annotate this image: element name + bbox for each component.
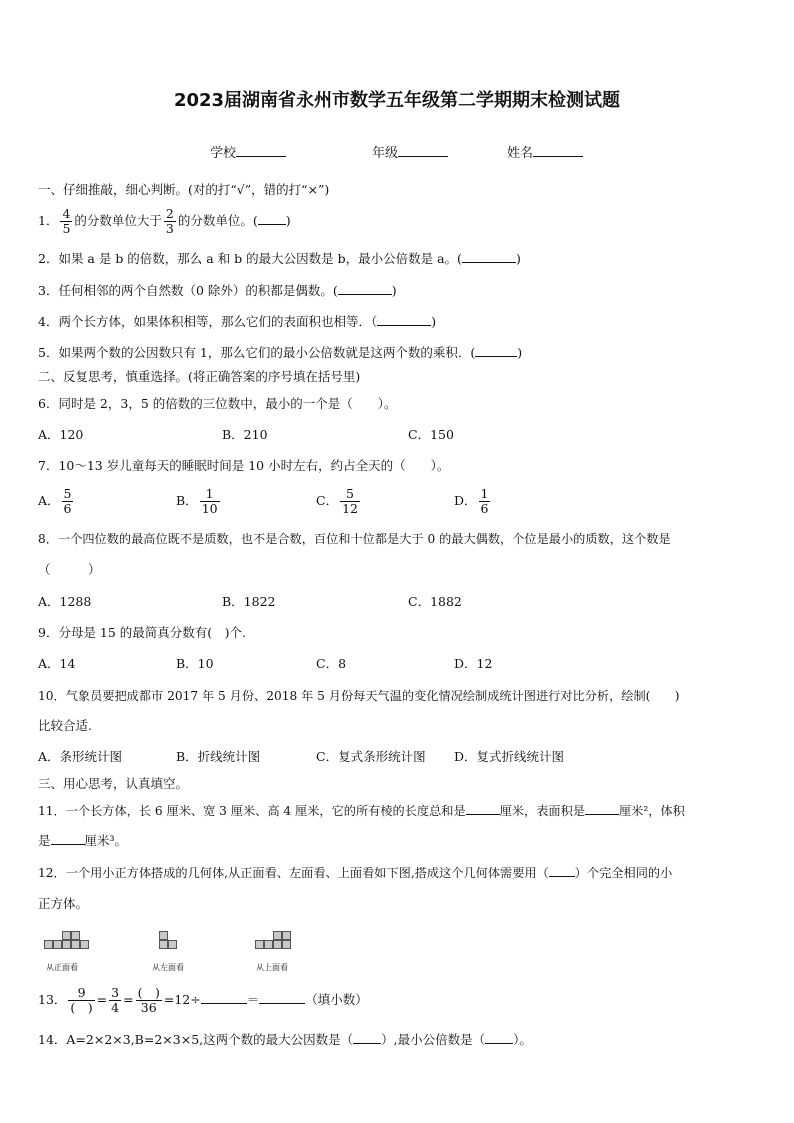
q9-option-b[interactable]: B．10 [176, 656, 214, 671]
question-3: 3．任何相邻的两个自然数（0 除外）的积都是偶数。( ) [38, 283, 397, 298]
q8-option-a[interactable]: A．1288 [38, 594, 92, 609]
q14-blank-1[interactable] [353, 1031, 381, 1044]
question-7: 7．10～13 岁儿童每天的睡眠时间是 10 小时左右，约占全天的（ ）。 [38, 458, 450, 473]
name-label: 姓名 [507, 146, 534, 161]
q10-option-b[interactable]: B．折线统计图 [176, 749, 261, 764]
q11-blank-2[interactable] [585, 802, 619, 815]
q14-blank-2[interactable] [485, 1031, 513, 1044]
q9-option-d[interactable]: D．12 [454, 656, 493, 671]
q11-blank-3[interactable] [51, 832, 85, 845]
q5-answer-blank[interactable] [475, 344, 517, 357]
fraction-blank-36: $\frac{( )}{36}$ [137, 985, 160, 1015]
q10-option-c[interactable]: C．复式条形统计图 [316, 749, 426, 764]
question-6: 6．同时是 2，3，5 的倍数的三位数中，最小的一个是（ ）。 [38, 396, 397, 411]
school-field [210, 142, 286, 161]
question-9: 9．分母是 15 的最简真分数有( )个. [38, 625, 247, 640]
q9-option-a[interactable]: A．14 [38, 656, 76, 671]
q10-option-a[interactable]: A．条形统计图 [38, 749, 123, 764]
q13-blank-2[interactable] [259, 991, 305, 1004]
q11-blank-1[interactable] [466, 802, 500, 815]
q7-option-a[interactable]: A． $\frac{5}{6}$ [38, 486, 72, 516]
section-3-heading: 三、用心思考，认真填空。 [38, 776, 189, 791]
question-14: 14．A=2×2×3,B=2×3×5,这两个数的最大公因数是（ ）,最小公倍数是（ ）。 [38, 1032, 532, 1047]
q1-answer-blank[interactable] [258, 212, 286, 225]
question-10: 10．气象员要把成都市 2017 年 5 月份、2018 年 5 月份每天气温的变化情况绘制成统计图进行对比分析，绘制( ) [38, 689, 680, 703]
q2-answer-blank[interactable] [462, 250, 516, 263]
question-2: 2．如果 a 是 b 的倍数，那么 a 和 b 的最大公因数是 b，最小公倍数是 a。( ) [38, 251, 521, 266]
question-5: 5．如果两个数的公因数只有 1，那么它们的最小公倍数就是这两个数的乘积．( ) [38, 345, 523, 360]
fraction-2-3: $\frac{2}{3}$ [165, 206, 174, 236]
fraction-1-6: $\frac{1}{6}$ [480, 486, 489, 516]
q12-answer-blank[interactable] [549, 864, 575, 877]
q7-option-b[interactable]: B． $\frac{1}{10}$ [176, 486, 218, 516]
fraction-1-10: $\frac{1}{10}$ [201, 486, 218, 516]
grade-blank[interactable] [398, 144, 448, 157]
question-1: 1． $\frac{4}{5}$ 的分数单位大于 $\frac{2}{3}$ 的分数单位。( ) [38, 206, 291, 236]
question-8: 8．一个四位数的最高位既不是质数，也不是合数，百位和十位都是大于 0 的最大偶数，个位是最小的质数，这个数是 [38, 532, 671, 546]
name-field [507, 142, 583, 161]
q4-answer-blank[interactable] [377, 313, 431, 326]
front-view-label: 从正面看 [46, 963, 78, 972]
q7-option-d[interactable]: D． $\frac{1}{6}$ [454, 486, 489, 516]
q7-option-c[interactable]: C． $\frac{5}{12}$ [316, 486, 358, 516]
section-1-heading: 一、仔细推敲，细心判断。(对的打“√”，错的打“×”) [38, 182, 330, 197]
q6-option-a[interactable]: A．120 [38, 427, 84, 442]
left-view-label: 从左面看 [152, 963, 184, 972]
q8-option-b[interactable]: B．1822 [222, 594, 276, 609]
fraction-3-4: $\frac{3}{4}$ [111, 985, 120, 1015]
section-2-heading: 二、反复思考，慎重选择。(将正确答案的序号填在括号里) [38, 369, 361, 384]
q8-answer-paren[interactable]: （ ） [38, 562, 101, 577]
q3-answer-blank[interactable] [338, 282, 392, 295]
question-13: 13． $\frac{9}{( )}$ = $\frac{3}{4}$ = $\frac{( )}{36}$ =12÷ ＝ （填小数） [38, 985, 368, 1015]
question-12-cont: 正方体。 [38, 896, 89, 911]
question-11-cont: 是 厘米³。 [38, 833, 128, 848]
top-view-label: 从上面看 [256, 963, 288, 972]
question-4: 4．两个长方体，如果体积相等，那么它们的表面积也相等．（ ) [38, 314, 437, 329]
name-blank[interactable] [533, 144, 583, 157]
fraction-4-5: $\frac{4}{5}$ [62, 206, 71, 236]
q9-option-c[interactable]: C．8 [316, 656, 347, 671]
page-title: 2023届湖南省永州市数学五年级第二学期期末检测试题 [173, 90, 621, 111]
q10-option-d[interactable]: D．复式折线统计图 [454, 749, 565, 764]
fraction-5-12: $\frac{5}{12}$ [342, 486, 358, 516]
q13-blank-1[interactable] [201, 991, 247, 1004]
grade-field [372, 142, 448, 161]
fraction-9-blank: $\frac{9}{( )}$ [70, 985, 93, 1015]
school-blank[interactable] [236, 144, 286, 157]
school-label: 学校 [210, 146, 237, 161]
q6-option-b[interactable]: B．210 [222, 427, 268, 442]
question-12: 12．一个用小正方体搭成的几何体,从正面看、左面看、上面看如下图,搭成这个几何体需要用（ ）个完全相同的小 [38, 866, 673, 880]
q8-option-c[interactable]: C．1882 [408, 594, 462, 609]
question-11: 11．一个长方体，长 6 厘米、宽 3 厘米、高 4 厘米，它的所有棱的长度总和是 厘米，表面积是 厘米²，体积 [38, 804, 685, 818]
q6-option-c[interactable]: C．150 [408, 427, 454, 442]
question-10-cont: 比较合适. [38, 718, 92, 733]
fraction-5-6: $\frac{5}{6}$ [63, 486, 72, 516]
grade-label: 年级 [372, 146, 399, 161]
